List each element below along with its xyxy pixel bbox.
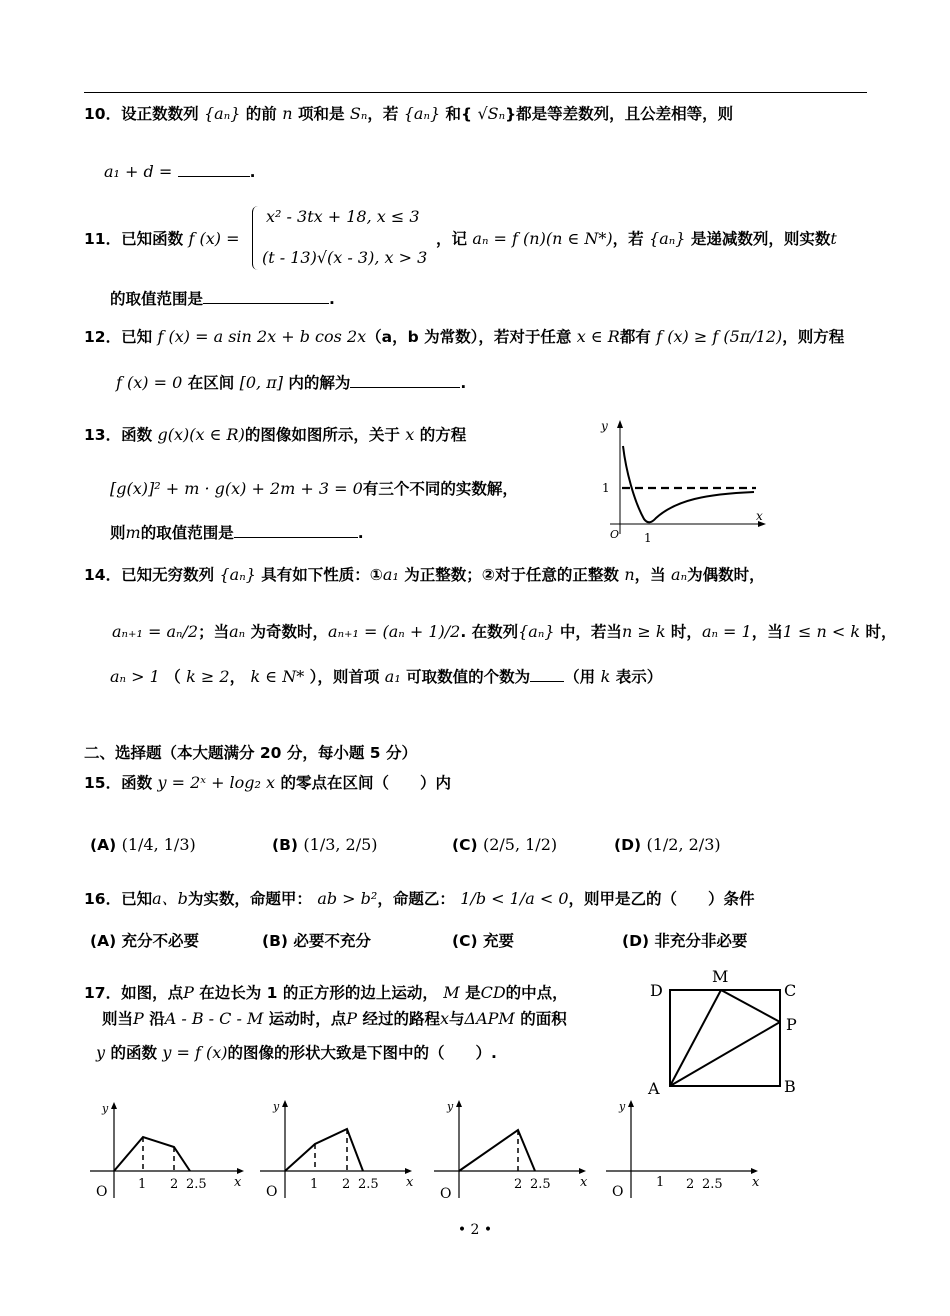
svg-text:1: 1 [656,1175,665,1190]
svg-text:O: O [440,1186,452,1202]
label-m: M [712,967,729,986]
q14-line1: 14．已知无穷数列 {aₙ} 具有如下性质：①a₁ 为正整数；②对于任意的正整数 n，当 aₙ为偶数时， [84,565,765,584]
q13-number: 13． [84,426,122,444]
q14-line3: aₙ > 1 （ k ≥ 2， k ∈ N* ），则首项 a₁ 可取数值的个数为 （用 k 表示） [110,667,663,686]
svg-text:y: y [619,1100,626,1113]
q17-number: 17． [84,984,122,1002]
q11-line2: 的取值范围是 . [110,290,335,308]
label-a: A [648,1079,660,1096]
q13-function-graph [596,416,772,546]
label-d: D [650,981,663,1000]
svg-text:y: y [102,1102,109,1115]
segment-mp [721,990,780,1022]
section2-heading: 二、选择题（本大题满分 20 分，每小题 5 分） [84,744,417,762]
q14-number: 14． [84,566,122,584]
q17-line3: y 的函数 y = f (x)的图像的形状大致是下图中的（ ）. [96,1043,497,1062]
q16-option-d: (D) 非充分非必要 [622,932,748,950]
q15-number: 15． [84,774,122,792]
q15-option-d: (D) (1/2, 2/3) [614,835,721,854]
graph-origin: O [610,528,620,541]
q16-option-c: (C) 充要 [452,932,514,950]
svg-text:2: 2 [514,1177,523,1192]
svg-text:x: x [234,1175,242,1190]
svg-text:1: 1 [310,1177,319,1192]
q17-graph-2 [258,1096,424,1204]
q15-option-a: (A) (1/4, 1/3) [90,835,196,854]
header-rule [84,92,867,93]
q17-line1: 17．如图，点P 在边长为 1 的正方形的边上运动， M 是CD的中点， [84,983,568,1002]
q11-piecewise-brace [252,206,261,270]
q10-line1: 10．设正数数列 {aₙ} 的前 n 项和是 Sₙ，若 {aₙ} 和{ √Sₙ}都是等差数列，且公差相等，则 [84,104,734,123]
q16-option-b: (B) 必要不充分 [262,932,371,950]
svg-text:2.5: 2.5 [358,1177,379,1192]
q11-case2: (t - 13)√(x - 3), x > 3 [262,248,428,267]
q15-option-c: (C) (2/5, 1/2) [452,835,558,854]
svg-text:2: 2 [170,1177,179,1192]
label-b: B [784,1077,796,1096]
svg-text:x: x [752,1175,760,1190]
answer-blank [178,161,250,177]
q17-graph-1 [86,1096,252,1204]
label-p: P [786,1015,797,1034]
svg-text:x: x [580,1175,588,1190]
q13-line2: [g(x)]² + m · g(x) + 2m + 3 = 0有三个不同的实数解， [110,479,518,498]
q12-number: 12． [84,328,122,346]
q17-graph-3 [432,1096,598,1204]
svg-text:O: O [612,1184,624,1200]
q17-line2: 则当P 沿A - B - C - M 运动时，点P 经过的路程x与ΔAPM 的面积 [102,1009,567,1028]
function-curve [623,446,754,522]
q10-line2: a₁ + d = . [104,162,256,181]
graph-y-tick: 1 [602,481,610,495]
svg-text:2.5: 2.5 [186,1177,207,1192]
svg-text:O: O [266,1184,278,1200]
q17-graph-4 [604,1096,770,1204]
svg-text:2: 2 [686,1177,695,1192]
graph-y-label: y [601,419,608,433]
square-abcd [670,990,780,1086]
svg-text:O: O [96,1184,108,1200]
q11-case1: x² - 3tx + 18, x ≤ 3 [266,207,420,226]
svg-text:2.5: 2.5 [530,1177,551,1192]
q11-line1-tail: ，记 aₙ = f (n)(n ∈ N*)，若 {aₙ} 是递减数列，则实数t [436,229,837,248]
graph-x-tick: 1 [644,531,652,545]
q15-line1: 15．函数 y = 2ˣ + log₂ x 的零点在区间（ ）内 [84,773,451,792]
q14-line2: aₙ₊₁ = aₙ/2；当aₙ 为奇数时，aₙ₊₁ = (aₙ + 1)/2. 在数列{aₙ} 中，若当n ≥ k 时，aₙ = 1，当1 ≤ n < k 时， [112,622,897,641]
svg-text:y: y [447,1100,454,1113]
q16-line1: 16．已知a、b为实数，命题甲： ab > b²，命题乙： 1/b < 1/a < 0，则甲是乙的（ ）条件 [84,889,755,908]
q16-number: 16． [84,890,122,908]
svg-text:2: 2 [342,1177,351,1192]
svg-text:x: x [406,1175,414,1190]
answer-blank [530,666,564,682]
q11-number: 11． [84,230,122,248]
q15-option-b: (B) (1/3, 2/5) [272,835,378,854]
graph-x-label: x [756,509,763,523]
svg-text:2.5: 2.5 [702,1177,723,1192]
answer-blank [234,522,358,538]
q12-line1: 12．已知 f (x) = a sin 2x + b cos 2x（a，b 为常数），若对于任意 x ∈ R都有 f (x) ≥ f (5π/12)，则方程 [84,327,845,346]
answer-blank [350,372,460,388]
q16-option-a: (A) 充分不必要 [90,932,200,950]
page-number: • 2 • [457,1222,493,1238]
svg-text:1: 1 [138,1177,147,1192]
svg-text:y: y [273,1100,280,1113]
answer-blank [203,288,329,304]
q13-line1: 13．函数 g(x)(x ∈ R)的图像如图所示，关于 x 的方程 [84,425,467,444]
q12-line2: f (x) = 0 在区间 [0, π] 内的解为 . [116,373,467,392]
label-c: C [784,981,797,1000]
q10-number: 10． [84,105,122,123]
q17-square-figure [644,962,804,1096]
q11-line1: 11．已知函数 f (x) = [84,229,240,248]
y-axis-arrow [617,420,623,428]
q13-line3: 则m的取值范围是 . [110,523,364,542]
